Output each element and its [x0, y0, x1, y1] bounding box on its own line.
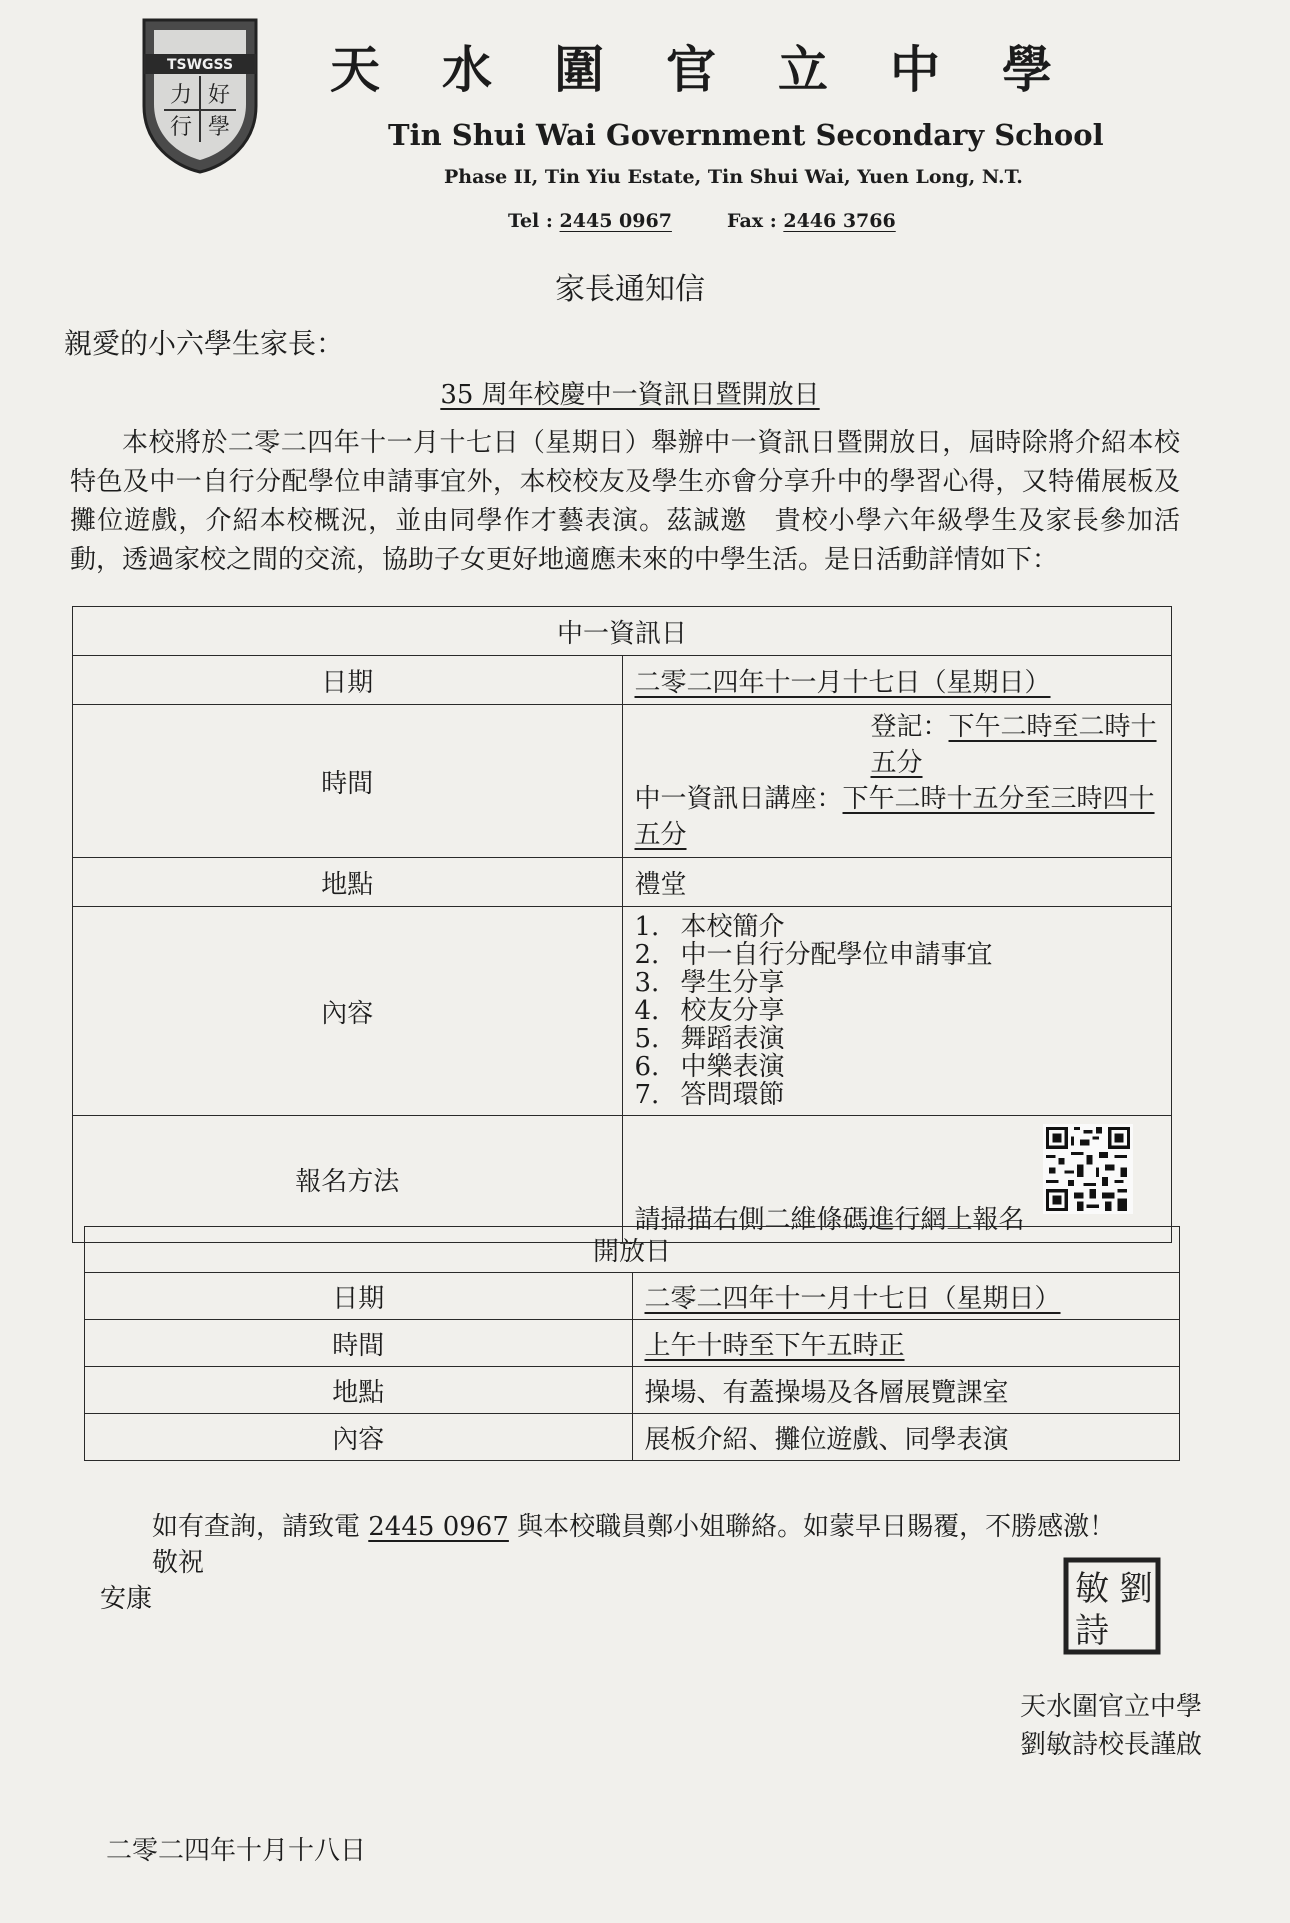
time-line-value: 下午二時至二時十五分	[870, 712, 1157, 778]
open-day-content-label: 內容	[85, 1414, 633, 1461]
open-day-venue-label: 地點	[85, 1367, 633, 1414]
list-item: 7. 答問環節	[634, 1080, 785, 1110]
open-day-heading: 開放日	[85, 1227, 1180, 1273]
info-day-registration-label: 報名方法	[73, 1116, 623, 1243]
open-day-venue: 操場、有蓋操場及各層展覽課室	[632, 1367, 1180, 1414]
enquiry-phone: 2445 0967	[368, 1512, 509, 1542]
table-row	[85, 1227, 1180, 1273]
table-row	[73, 656, 1172, 705]
principal-seal-icon	[1062, 1556, 1162, 1656]
table-row	[73, 858, 1172, 907]
info-day-content-list	[635, 913, 1160, 1109]
school-fax	[727, 210, 896, 232]
info-day-date: 二零二四年十一月十七日（星期日）	[634, 667, 1051, 698]
wellbeing: 安康	[100, 1584, 153, 1614]
svg-text:劉: 劉	[1119, 1569, 1153, 1609]
signature-principal: 劉敏詩校長謹啟	[1020, 1730, 1203, 1760]
table-row	[85, 1414, 1180, 1461]
time-line-label: 登記：	[870, 712, 949, 742]
table-row	[73, 907, 1172, 1116]
signature-school: 天水圍官立中學	[1020, 1692, 1203, 1722]
school-tel	[508, 210, 672, 232]
event-title	[0, 374, 1260, 411]
tel-label: Tel :	[508, 210, 553, 232]
event-title-text: 35 周年校慶中一資訊日暨開放日	[440, 380, 820, 410]
school-name-en: Tin Shui Wai Government Secondary School	[388, 118, 1104, 152]
intro-paragraph: 本校將於二零二四年十一月十七日（星期日）舉辦中一資訊日暨開放日，屆時除將介紹本校特色及中一自行分配學位申請事宜外，本校校友及學生亦會分享升中的學習心得，又特備展板及攤位遊戲，介紹本校概況，並由同學作才藝表演。茲誠邀 貴校小學六年級學生及家長參加活動，透過家校之間的交流，協助子女更好地適應未來的中學生活。是日活動詳情如下：	[70, 428, 1180, 575]
crest-motto-4: 學	[207, 115, 231, 140]
svg-text:詩: 詩	[1075, 1611, 1109, 1651]
table-row	[73, 607, 1172, 656]
enquiry-pre: 如有查詢，請致電	[152, 1512, 369, 1542]
registration-qr-code-icon[interactable]	[1043, 1124, 1133, 1214]
info-day-content-label: 內容	[73, 907, 623, 1116]
table-row	[85, 1320, 1180, 1367]
crest-abbr: TSWGSS	[166, 57, 234, 73]
crest-motto-3: 行	[169, 115, 193, 140]
open-day-table	[84, 1226, 1180, 1461]
info-day-date-label: 日期	[73, 656, 623, 705]
enquiry-post: 與本校職員鄭小姐聯絡。如蒙早日賜覆，不勝感激！	[508, 1512, 1116, 1542]
list-item: 2. 中一自行分配學位申請事宜	[634, 940, 993, 970]
info-day-time-label: 時間	[73, 705, 623, 858]
time-line-label: 中一資訊日講座：	[634, 784, 843, 814]
open-day-time-label: 時間	[85, 1320, 633, 1367]
crest-motto-1: 力	[169, 83, 193, 108]
info-day-venue: 禮堂	[622, 858, 1172, 907]
greeting: 親愛的小六學生家長：	[64, 327, 345, 360]
open-day-content: 展板介紹、攤位遊戲、同學表演	[632, 1414, 1180, 1461]
school-crest-icon	[138, 14, 262, 176]
fax-label: Fax :	[727, 210, 777, 232]
list-item: 5. 舞蹈表演	[634, 1024, 785, 1054]
school-name-cn: 天水圍官立中學	[330, 40, 1114, 99]
list-item: 1. 本校簡介	[634, 912, 785, 942]
fax-number: 2446 3766	[783, 210, 896, 232]
table-row	[73, 1116, 1172, 1243]
crest-motto-2: 好	[207, 83, 231, 108]
info-day-table	[72, 606, 1172, 1243]
info-day-venue-label: 地點	[73, 858, 623, 907]
letter-date: 二零二四年十月十八日	[106, 1836, 367, 1866]
letter-title: 家長通知信	[555, 272, 705, 307]
list-item: 3. 學生分享	[634, 968, 785, 998]
list-item: 4. 校友分享	[634, 996, 785, 1026]
table-row	[73, 705, 1172, 858]
school-address: Phase II, Tin Yiu Estate, Tin Shui Wai, Yuen Long, N.T.	[444, 166, 1023, 188]
info-day-heading: 中一資訊日	[73, 607, 1172, 656]
table-row	[85, 1273, 1180, 1320]
enquiry-line	[152, 1506, 1115, 1543]
tel-number: 2445 0967	[559, 210, 672, 232]
table-row	[85, 1367, 1180, 1414]
open-day-date-label: 日期	[85, 1273, 633, 1320]
open-day-date: 二零二四年十一月十七日（星期日）	[644, 1283, 1061, 1314]
info-day-registration: 請掃描右側二維條碼進行網上報名	[634, 1205, 1025, 1235]
regards: 敬祝	[152, 1548, 205, 1578]
open-day-time: 上午十時至下午五時正	[644, 1330, 905, 1361]
svg-text:敏: 敏	[1075, 1569, 1109, 1609]
time-line-value: 下午二時十五分至三時四十五分	[634, 784, 1155, 850]
list-item: 6. 中樂表演	[634, 1052, 785, 1082]
info-day-time	[635, 709, 1160, 853]
